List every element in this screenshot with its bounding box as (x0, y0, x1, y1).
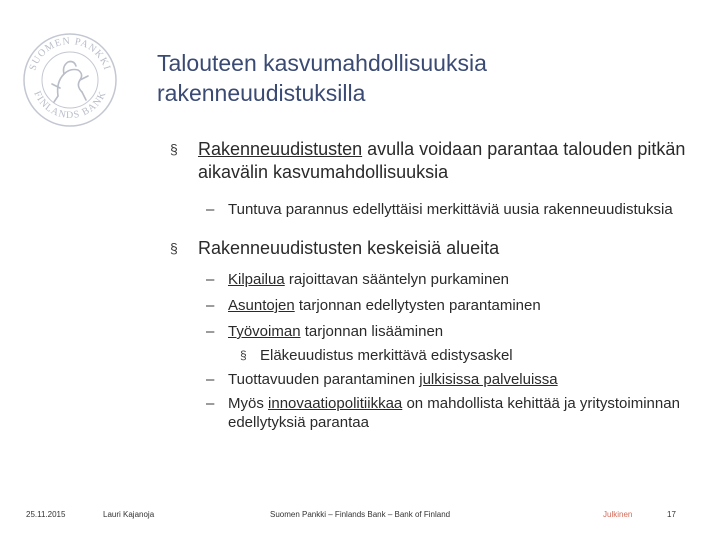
bullet-level2-6 (170, 394, 690, 432)
page-number: 17 (667, 510, 676, 519)
square-bullet-icon: § (240, 348, 247, 362)
bullet-level2-5 (170, 370, 690, 389)
dash-bullet-icon: – (206, 297, 215, 314)
underlined-term: innovaatiopolitiikkaa (268, 395, 403, 412)
underlined-term: Työvoiman (228, 323, 301, 340)
dash-bullet-icon: – (206, 371, 215, 388)
bullet-level1-2 (170, 237, 690, 260)
dash-bullet-icon: – (206, 395, 215, 412)
bullet-level2-2 (170, 270, 690, 289)
lion-emblem-icon (52, 62, 88, 103)
bullet-list (170, 138, 690, 432)
bullet-level3-1 (170, 346, 690, 365)
title-line-1: Talouteen kasvumahdollisuuksia (157, 50, 487, 76)
svg-text:SUOMEN PANKKI: SUOMEN PANKKI (27, 35, 113, 72)
underlined-term: Kilpailua (228, 271, 285, 288)
bullet-text: avulla voidaan parantaa talouden pitkän aikavälin kasvumahdollisuuksia (198, 139, 686, 182)
title-line-2: rakenneuudistuksilla (157, 80, 366, 106)
bullet-level1-1 (170, 138, 690, 184)
bullet-text: Tuottavuuden parantaminen (228, 371, 420, 388)
underlined-term: julkisissa palveluissa (419, 371, 558, 388)
bullet-text: Rakenneuudistusten keskeisiä alueita (198, 238, 500, 258)
bullet-level2-1 (170, 200, 690, 219)
square-bullet-icon: § (170, 141, 178, 157)
bullet-text: tarjonnan edellytysten parantaminen (294, 297, 541, 314)
bullet-text: rajoittavan sääntelyn purkaminen (284, 271, 510, 288)
bullet-text: Tuntuva parannus edellyttäisi merkittäviä uusia rakenneuudistuksia (228, 201, 673, 218)
svg-text:FINLANDS BANK: FINLANDS BANK (31, 89, 109, 122)
bullet-text: on mahdollista kehittää ja yritystoiminnan edellytyksiä parantaa (228, 395, 680, 431)
dash-bullet-icon: – (206, 323, 215, 340)
dash-bullet-icon: – (206, 271, 215, 288)
bullet-level2-3 (170, 296, 690, 315)
bullet-text: tarjonnan lisääminen (300, 323, 444, 340)
underlined-term: Asuntojen (228, 297, 295, 314)
bullet-level2-4 (170, 322, 690, 341)
bank-seal-logo (20, 30, 120, 130)
dash-bullet-icon: – (206, 201, 215, 218)
bullet-text: Eläkeuudistus merkittävä edistysaskel (260, 347, 513, 364)
slide-title (157, 48, 677, 108)
footer-date: 25.11.2015 (26, 510, 66, 519)
footer-author: Lauri Kajanoja (103, 510, 155, 519)
footer-organization: Suomen Pankki – Finlands Bank – Bank of Finland (270, 510, 451, 519)
footer-classification: Julkinen (603, 510, 633, 519)
underlined-term: Rakenneuudistusten (198, 139, 363, 159)
bullet-text: Myös (228, 395, 269, 412)
square-bullet-icon: § (170, 240, 178, 256)
